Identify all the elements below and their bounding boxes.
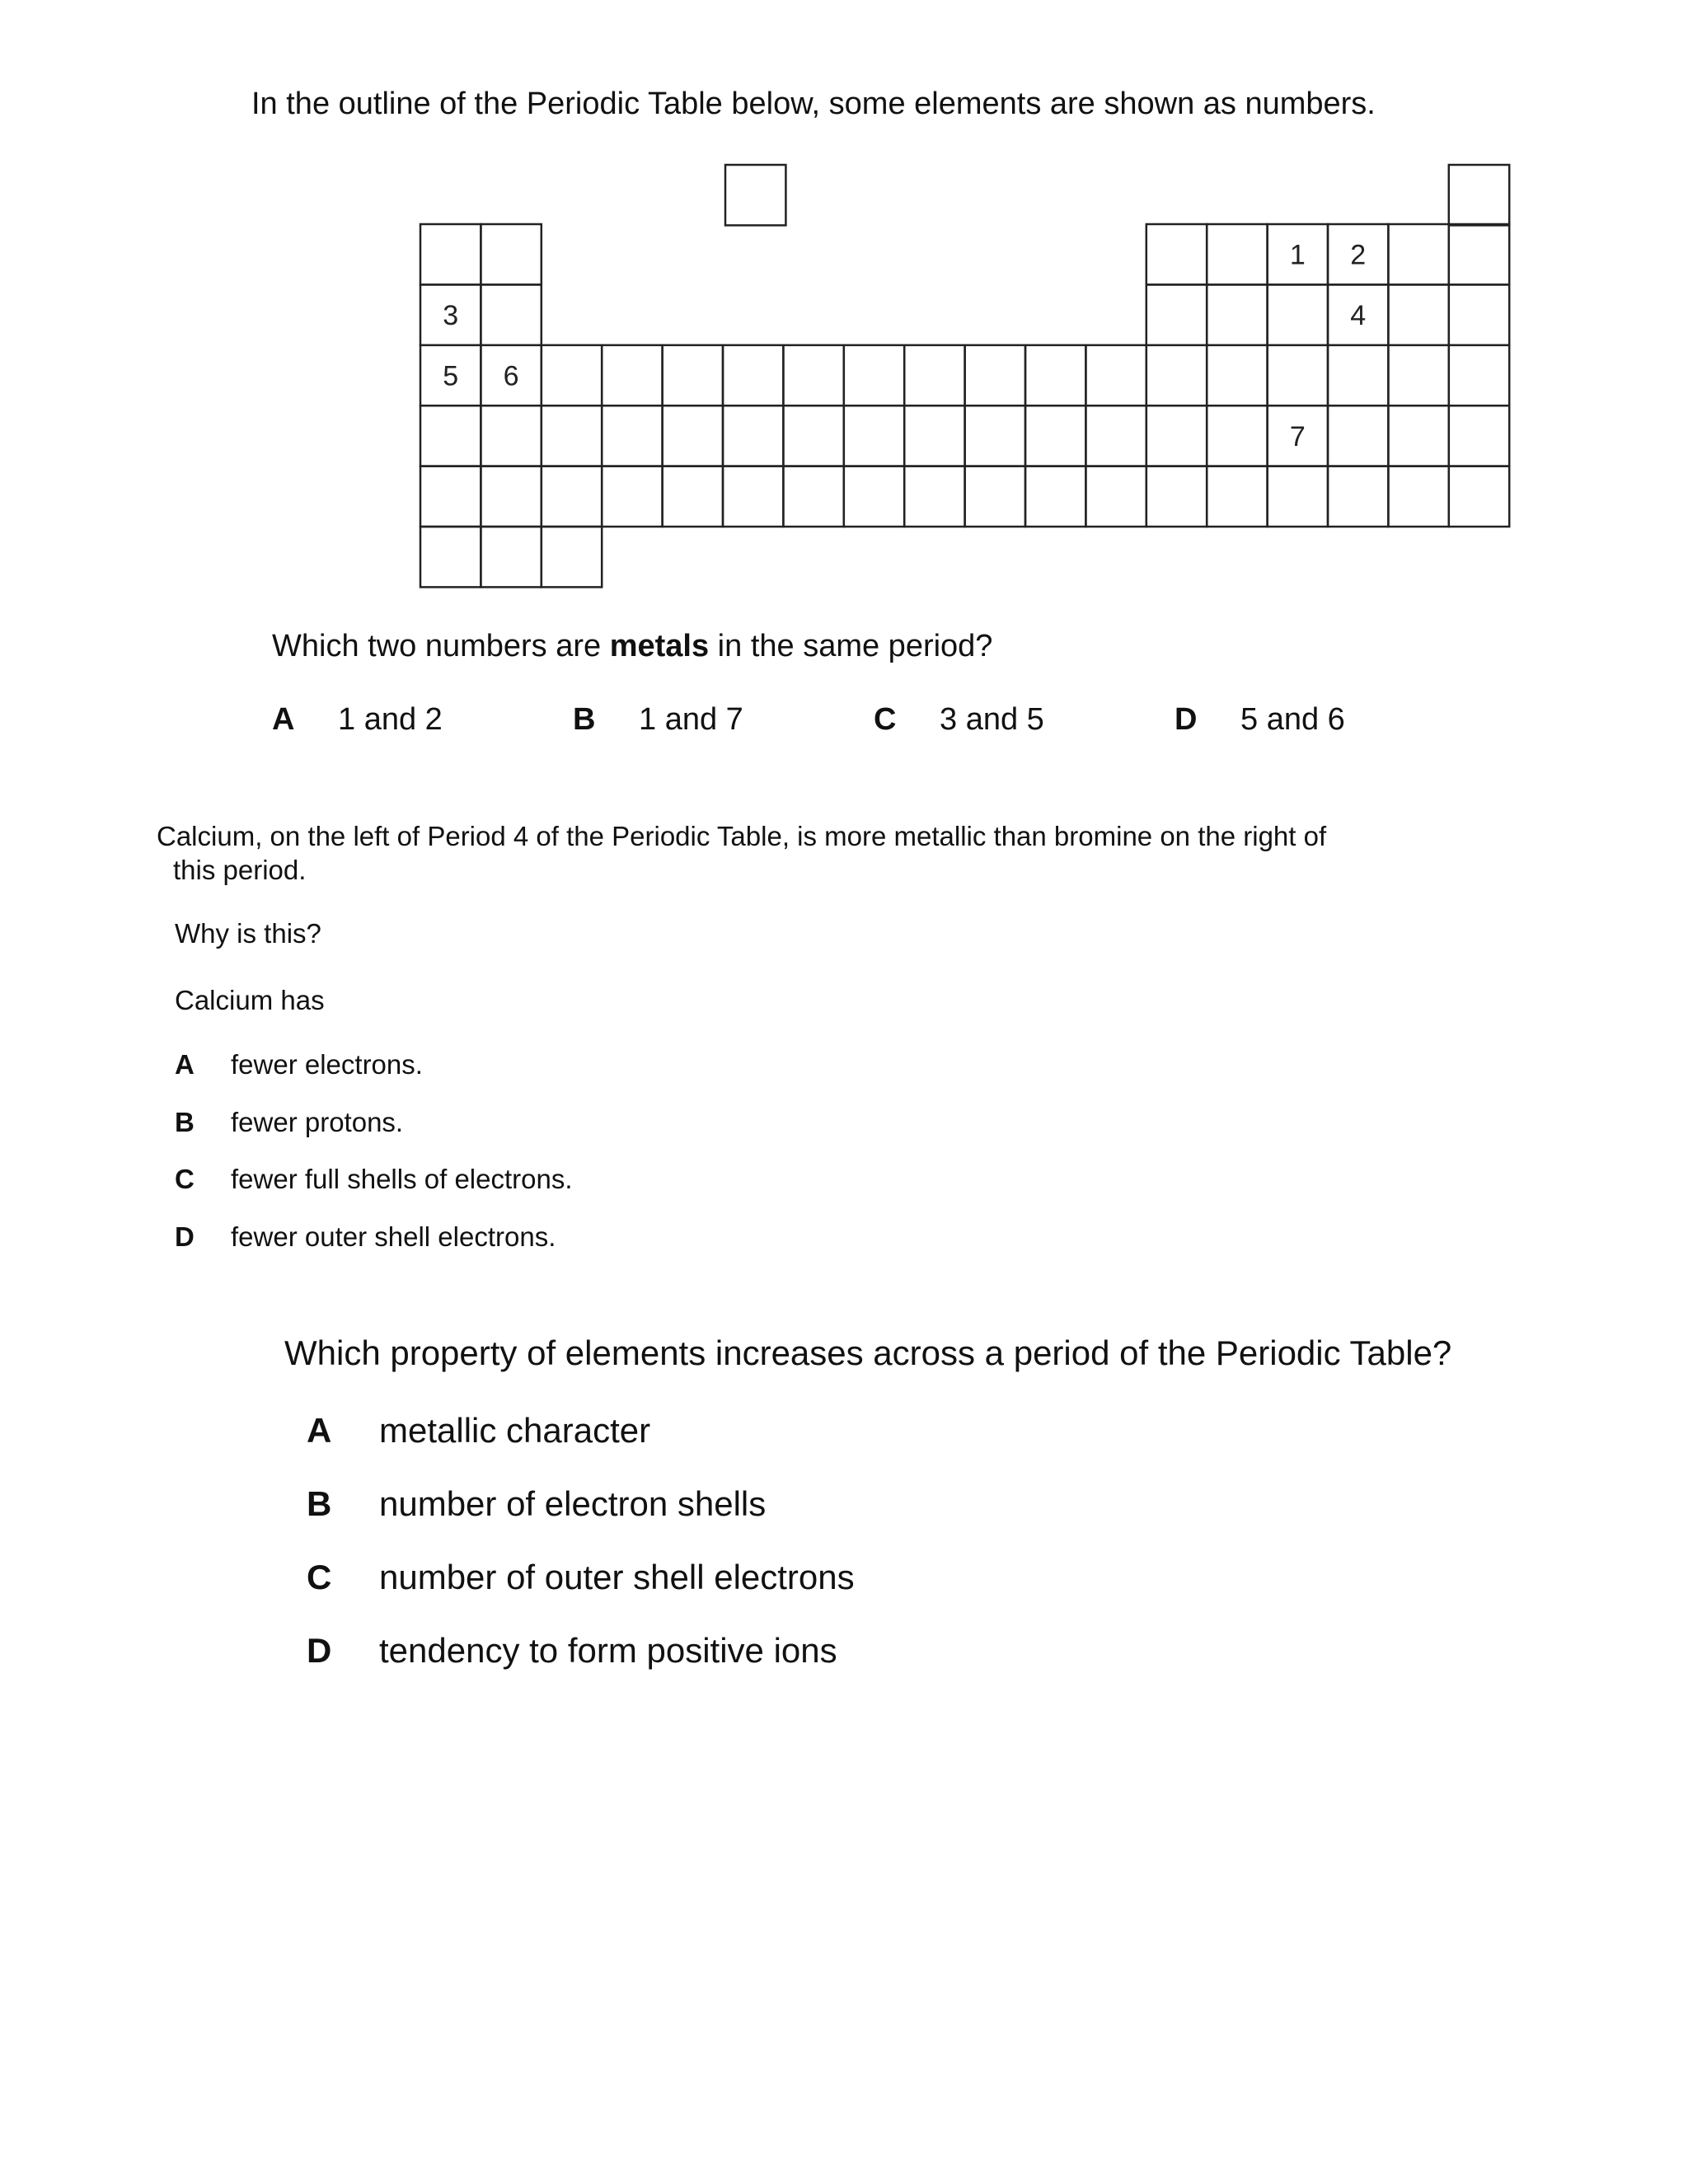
q1-option-c[interactable] bbox=[874, 702, 1044, 738]
table-cell-r5-c0 bbox=[420, 466, 481, 527]
table-cell-r5-c2 bbox=[542, 466, 602, 527]
table-cell-r3-c3 bbox=[602, 345, 662, 405]
table-cell-r5-c6 bbox=[783, 466, 843, 527]
table-cell-r4-c1 bbox=[481, 405, 541, 466]
table-cell-r3-c12 bbox=[1146, 345, 1207, 405]
option-letter: C bbox=[874, 702, 897, 737]
option-letter: A bbox=[307, 1411, 332, 1450]
hydrogen-cell bbox=[725, 165, 785, 225]
element-number-5: 5 bbox=[443, 360, 459, 392]
stem-post: in the same period? bbox=[709, 629, 993, 663]
option-text: fewer protons. bbox=[231, 1107, 404, 1137]
table-cell-r1-c0 bbox=[420, 224, 481, 284]
table-cell-r5-c13 bbox=[1207, 466, 1267, 527]
table-cell-r1-c13 bbox=[1207, 224, 1267, 284]
table-cell-r5-c7 bbox=[844, 466, 904, 527]
option-letter: B bbox=[307, 1484, 332, 1523]
table-cell-r3-c9 bbox=[965, 345, 1025, 405]
table-cell-r4-c16 bbox=[1388, 405, 1448, 466]
option-text: 1 and 7 bbox=[639, 702, 743, 737]
table-cell-r5-c8 bbox=[904, 466, 964, 527]
option-text: 1 and 2 bbox=[338, 702, 443, 737]
table-cell-r3-c14 bbox=[1268, 345, 1328, 405]
table-cell-r5-c14 bbox=[1268, 466, 1328, 527]
table-cell-r4-c11 bbox=[1085, 405, 1146, 466]
table-cell-r4-c3 bbox=[602, 405, 662, 466]
question-1-stem bbox=[272, 629, 992, 664]
question-2-why: Why is this? bbox=[175, 918, 321, 949]
table-cell-r5-c5 bbox=[723, 466, 783, 527]
table-cell-r3-c17 bbox=[1449, 345, 1509, 405]
table-cell-r4-c0 bbox=[420, 405, 481, 466]
q2-option-b[interactable] bbox=[175, 1107, 403, 1138]
element-number-6: 6 bbox=[503, 360, 519, 392]
option-text: metallic character bbox=[379, 1411, 651, 1450]
option-letter: B bbox=[573, 702, 596, 737]
table-cell-r5-c3 bbox=[602, 466, 662, 527]
table-cell-r3-c7 bbox=[844, 345, 904, 405]
table-cell-r5-c17 bbox=[1449, 466, 1509, 527]
table-cell-r2-c17 bbox=[1449, 284, 1509, 344]
table-cell-r2-c1 bbox=[481, 284, 541, 344]
option-letter: D bbox=[1175, 702, 1198, 737]
option-letter: C bbox=[175, 1164, 195, 1194]
q3-option-d[interactable] bbox=[307, 1631, 837, 1671]
q2-option-d[interactable] bbox=[175, 1221, 556, 1253]
table-cell-r1-c1 bbox=[481, 224, 541, 284]
table-cell-r4-c12 bbox=[1146, 405, 1207, 466]
question-2-stem-line-1: Calcium, on the left of Period 4 of the Periodic Table, is more metallic than bromine on the right of bbox=[157, 821, 1327, 851]
q1-option-b[interactable] bbox=[573, 702, 743, 738]
table-cell-r5-c16 bbox=[1388, 466, 1448, 527]
option-text: tendency to form positive ions bbox=[379, 1631, 837, 1670]
table-cell-r6-c0 bbox=[420, 527, 481, 587]
element-number-1: 1 bbox=[1289, 239, 1306, 271]
table-cell-r1-c17 bbox=[1449, 224, 1509, 284]
element-number-7: 7 bbox=[1289, 420, 1306, 452]
table-cell-r5-c15 bbox=[1328, 466, 1388, 527]
question-3-stem: Which property of elements increases across a period of the Periodic Table? bbox=[284, 1333, 1452, 1372]
table-cell-r5-c10 bbox=[1025, 466, 1085, 527]
option-text: fewer full shells of electrons. bbox=[231, 1164, 573, 1194]
table-cell-r4-c17 bbox=[1449, 405, 1509, 466]
table-cell-r4-c9 bbox=[965, 405, 1025, 466]
option-text: fewer electrons. bbox=[231, 1049, 423, 1080]
element-number-2: 2 bbox=[1350, 239, 1367, 271]
table-cell-r3-c4 bbox=[663, 345, 723, 405]
table-cell-r2-c13 bbox=[1207, 284, 1267, 344]
table-cell-r4-c5 bbox=[723, 405, 783, 466]
table-cell-r3-c10 bbox=[1025, 345, 1085, 405]
q3-option-b[interactable] bbox=[307, 1484, 766, 1524]
option-letter: D bbox=[307, 1631, 332, 1670]
table-cell-r2-c16 bbox=[1388, 284, 1448, 344]
table-cell-r4-c13 bbox=[1207, 405, 1267, 466]
option-text: number of outer shell electrons bbox=[379, 1558, 855, 1596]
table-cell-r2-c14 bbox=[1268, 284, 1328, 344]
table-cell-r3-c11 bbox=[1085, 345, 1146, 405]
option-letter: A bbox=[175, 1049, 195, 1080]
option-text: number of electron shells bbox=[379, 1484, 767, 1523]
option-letter: D bbox=[175, 1221, 195, 1252]
option-letter: A bbox=[272, 702, 295, 737]
table-cell-r2-c12 bbox=[1146, 284, 1207, 344]
table-cell-r4-c6 bbox=[783, 405, 843, 466]
table-cell-r6-c2 bbox=[542, 527, 602, 587]
table-cell-r1-c12 bbox=[1146, 224, 1207, 284]
table-cell-r3-c13 bbox=[1207, 345, 1267, 405]
table-cell-r3-c5 bbox=[723, 345, 783, 405]
q2-option-a[interactable] bbox=[175, 1049, 423, 1080]
table-cell-r4-c8 bbox=[904, 405, 964, 466]
table-cell-r4-c7 bbox=[844, 405, 904, 466]
q2-option-c[interactable] bbox=[175, 1164, 573, 1195]
option-text: fewer outer shell electrons. bbox=[231, 1221, 556, 1252]
q3-option-a[interactable] bbox=[307, 1411, 650, 1451]
table-cell-r4-c15 bbox=[1328, 405, 1388, 466]
q1-option-d[interactable] bbox=[1175, 702, 1345, 738]
option-letter: B bbox=[175, 1107, 195, 1137]
table-cell-r3-c16 bbox=[1388, 345, 1448, 405]
option-letter: C bbox=[307, 1558, 332, 1596]
table-cell-r4-c4 bbox=[663, 405, 723, 466]
question-2-stem-line-2: this period. bbox=[173, 855, 307, 885]
table-cell-r6-c1 bbox=[481, 527, 541, 587]
helium-cell bbox=[1449, 165, 1509, 225]
table-cell-r3-c6 bbox=[783, 345, 843, 405]
element-number-4: 4 bbox=[1350, 300, 1367, 332]
table-cell-r5-c9 bbox=[965, 466, 1025, 527]
element-number-3: 3 bbox=[443, 300, 459, 332]
table-cell-r3-c15 bbox=[1328, 345, 1388, 405]
table-cell-r5-c11 bbox=[1085, 466, 1146, 527]
table-cell-r5-c1 bbox=[481, 466, 541, 527]
stem-bold: metals bbox=[609, 629, 710, 663]
option-text: 3 and 5 bbox=[940, 702, 1044, 737]
table-cell-r5-c12 bbox=[1146, 466, 1207, 527]
table-cell-r3-c8 bbox=[904, 345, 964, 405]
q3-option-c[interactable] bbox=[307, 1558, 855, 1597]
question-2-lead: Calcium has bbox=[175, 985, 325, 1015]
stem-pre: Which two numbers are bbox=[272, 629, 610, 663]
table-cell-r5-c4 bbox=[663, 466, 723, 527]
table-cell-r4-c10 bbox=[1025, 405, 1085, 466]
table-cell-r1-c16 bbox=[1388, 224, 1448, 284]
question-1-intro: In the outline of the Periodic Table below, some elements are shown as numbers. bbox=[251, 87, 1376, 121]
periodic-table-outline bbox=[416, 161, 1512, 593]
option-text: 5 and 6 bbox=[1240, 702, 1345, 737]
q1-option-a[interactable] bbox=[272, 702, 443, 738]
table-cell-r3-c2 bbox=[542, 345, 602, 405]
table-cell-r4-c2 bbox=[542, 405, 602, 466]
